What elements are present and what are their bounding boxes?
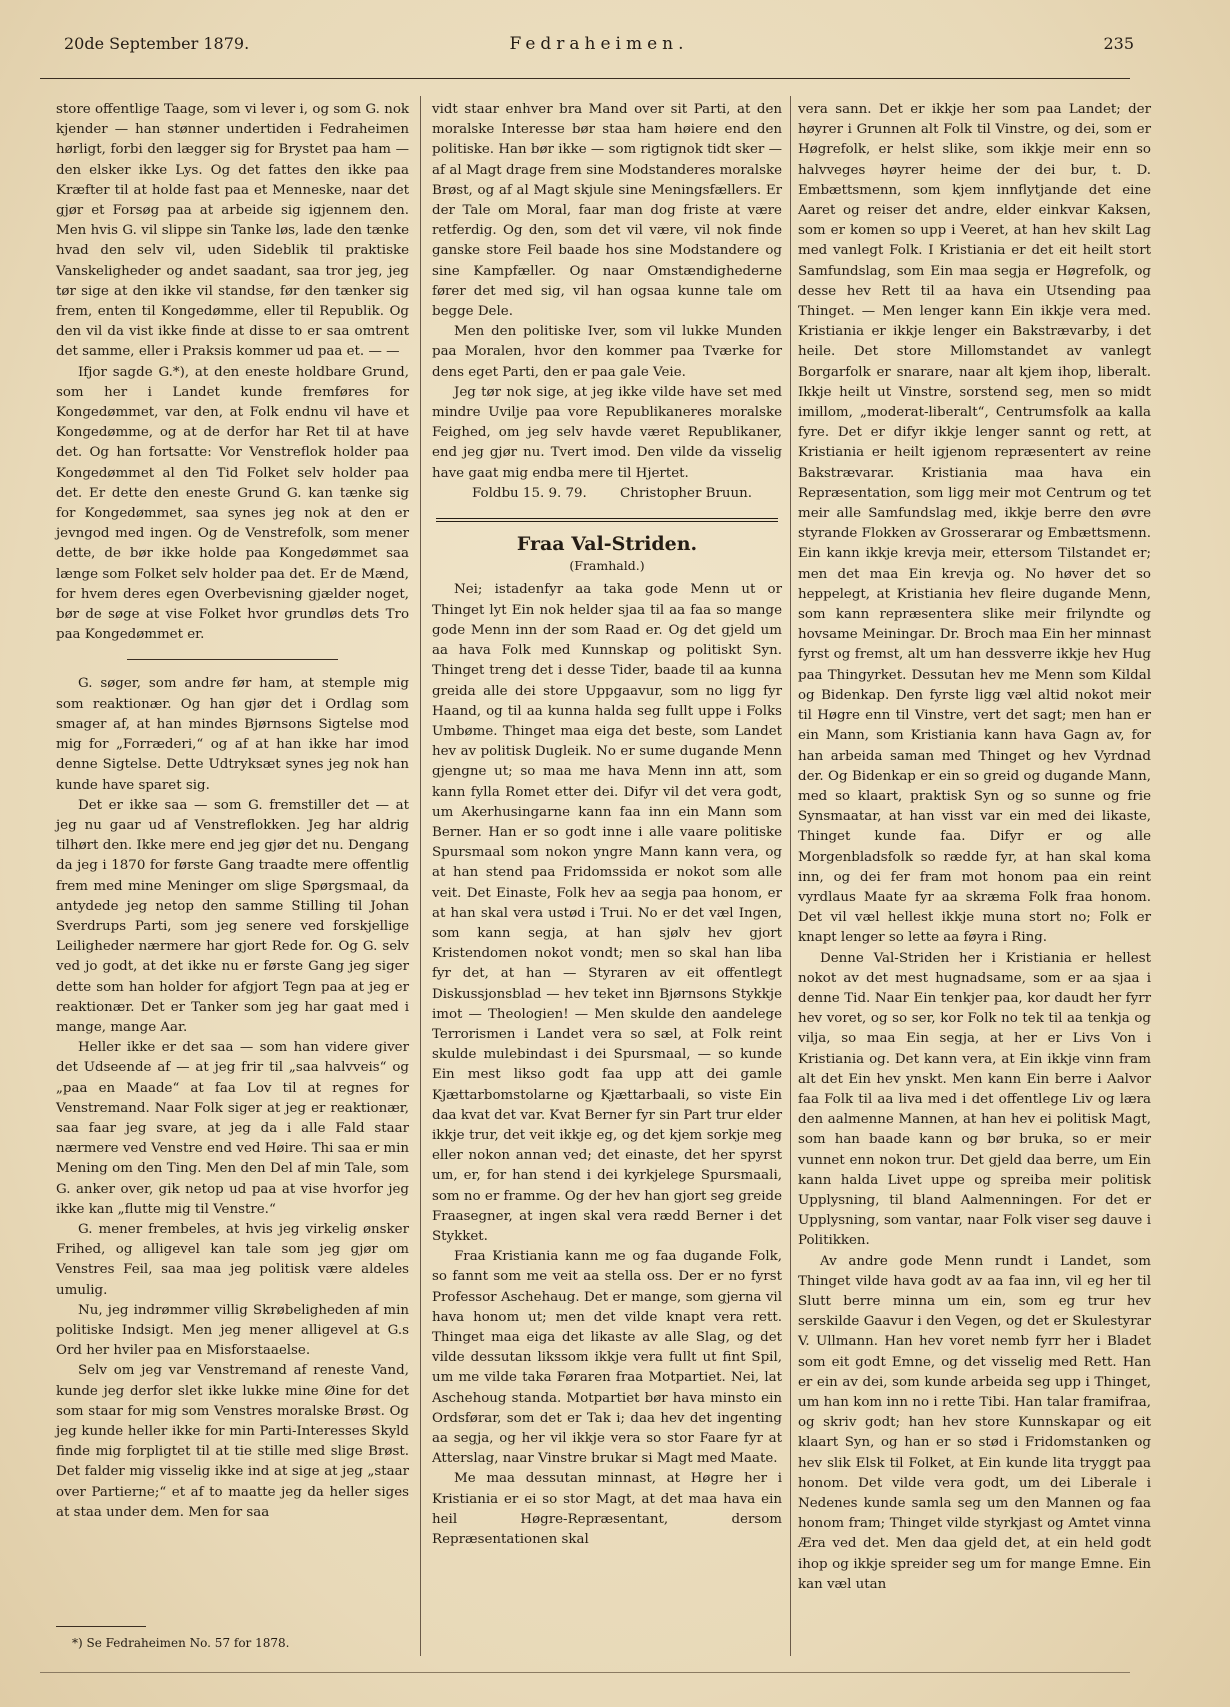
footnote: *) Se Fedraheimen No. 57 for 1878. [72, 1636, 290, 1650]
paragraph: Men den politiske Iver, som vil lukke Munden paa Moralen, hvor den kommer paa Tværke for dens eget Parti, den er paa gale Veie. [432, 324, 782, 380]
paragraph: Jeg tør nok sige, at jeg ikke vilde have set med mindre Uvilje paa vore Republikaneres moralske Feighed, om jeg selv havde været Republikaner, end jeg gjør nu. Tvert imod. Den vilde da visselig have gaat mig endba mere til Hjertet. [432, 384, 782, 481]
paragraph: store offentlige Taage, som vi lever i, og som G. nok kjender — han stønner undertiden i Fedraheimen hørligt, forbi den lægger sig for Brystet paa ham — den elsker ikke Lys. Og det fattes den ikke paa Kræfter til at holde fast paa et Menneske, naar det gjør et Forsøg paa at arbeide sig igjennem den. Men hvis G. vil slippe sin Tanke løs, lade den tænke hvad den selv vil, uden Sideblik til praktiske Vanskeligheder og andet saadant, saa tror jeg, jeg tør sige at den ikke vil standse, før den tænker sig frem, enten til Kongedømme, eller til Republik. Og den vil da vist ikke finde at disse to er saa omtrent det samme, eller i Praksis kommer ud paa et. — — [56, 102, 409, 360]
paragraph: Ifjor sagde G.*), at den eneste holdbare Grund, som her i Landet kunde fremføres for Kongedømmet, var den, at Folk endnu vil have et Kongedømme, og at de derfor har Ret til at have det. Og han fortsatte: Vor Venstreflok holder paa Kongedømmet al den Tid Folket selv holder paa det. Er dette den eneste Grund G. kan tænke sig for Kongedømmet, saa synes jeg nok at den er jevngod med ingen. Og de Venstrefolk, som mener dette, de bør ikke holde paa Kongedømmet saa længe som Folket selv holder paa det. Er de Mænd, for hvem deres egen Overbevisning gjælder noget, bør de søge at vise Folket hvor grundløs dets Tro paa Kongedømmet er. [56, 364, 409, 643]
paragraph: G. mener frembeles, at hvis jeg virkelig ønsker Frihed, og alligevel kan tale som jeg gjør om Venstres Feil, saa maa jeg politisk være aldeles umulig. [56, 1221, 409, 1298]
paragraph: Nei; istadenfyr aa taka gode Menn ut or Thinget lyt Ein nok helder sjaa til aa faa so mange gode Menn inn der som Raad er. Og det gjeld um aa hava Folk med Kunnskap og politiskt Syn. Thinget treng det i desse Tider, baade til aa kunna greida alle dei store Uppgaavur, som no ligg fyr Haand, og til aa kunna halda seg fullt uppe i Folks Umbøme. Thinget maa eiga det beste, som Landet hev av politisk Dugleik. No er sume dugande Menn gjengne ut; so maa me hava Menn inn att, som kann fylla Romet etter dei. Difyr vil det vera godt, um Akerhusingarne kann faa inn ein Mann som Berner. Han er so godt inne i alle vaare politiske Spursmaal som nokon yngre Mann kann vera, og at han stend paa Fridomssida er nokot som alle veit. Det Einaste, Folk hev aa segja paa honom, er at han skal vera ustød i Trui. No er det væl Ingen, som kann segja, at han sjølv hev gjort Kristendomen nokot vondt; men so skal han liba fyr det, at han — Styraren av eit offentlegt Diskussjonsblad — hev teket inn Bjørnsons Stykkje imot — Theologien! — Men skulde den aandelege Terrorismen i Landet vera so sæl, at Folk reint skulde mulebindast i dei Spursmaal, — so kunde Ein mest likso godt faa upp att dei gamle Kjættarbomstolarne og Kjættarbaali, so viste Ein daa kvat det var. Kvat Berner fyr sin Part trur elder ikkje trur, det veit ikkje eg, og det kjem sorkje meg eller nokon annan ved; det einaste, det her spyrst um, er, for han stend i dei kyrkjelege Spursmaali, som no er framme. Og der hev han gjort seg greide Fraasegner, at ingen skal vera rædd Berner i det Stykket. [432, 582, 782, 1244]
newspaper-title: Fedraheimen. [509, 34, 689, 54]
issue-date: 20de September 1879. [64, 34, 250, 53]
footnote-rule [56, 1626, 146, 1627]
paragraph: Fraa Kristiania kann me og faa dugande Folk, so fannt som me veit aa stella oss. Der er no fyrst Professor Aschehaug. Det er mange, som gjerna vil hava honom ut; men det vilde knapt vera rett. Thinget maa eiga det likaste av alle Slag, og det vilde dessutan likssom ikkje vera fullt ut fint Spil, um me vilde taka Føraren fraa Motpartiet. Nei, lat Aschehoug standa. Motpartiet bør hava minsto ein Ordsførar, som det er Tak i; daa hev det ingenting aa segja, og her vil ikkje vera so stor Faare fyr at Atterslag, naar Vinstre brukar si Magt med Maate. [432, 1249, 782, 1467]
article-subtitle: (Framhald.) [569, 558, 645, 574]
column-divider [420, 96, 421, 1656]
paragraph: Av andre gode Menn rundt i Landet, som Thinget vilde hava godt av aa faa inn, vil eg her til Slutt berre minna um ein, som eg trur hev serskilde Gaavur i den Vegen, og det er Skulestyrar V. Ullmann. Han hev voret nemb fyrr her i Bladet som eit godt Emne, og det visselig med Rett. Han er ein av dei, som kunde arbeida seg upp i Thinget, um han kom inn no i rette Tibi. Han talar framifraa, og skriv godt; han hev store Kunnskapar og eit klaart Syn, og han er so stød i Fridomstanken og hev slik Elsk til Folket, at Ein kunde lita tryggt paa honom. Det vilde vera godt, um dei Liberale i Nedenes kunde samla seg um den Mannen og faa honom fram; Thinget vilde styrkjast og Amtet vinna Æra ved det. Men daa gjeld det, at ein held godt ihop og ikkje spreider seg um for mange Emne. Ein kan væl utan [798, 1253, 1151, 1592]
paragraph: Det er ikke saa — som G. fremstiller det — at jeg nu gaar ud af Venstreflokken. Jeg har aldrig tilhørt den. Ikke mere end jeg gjør det nu. Dengang da jeg i 1870 for første Gang traadte mere offentlig frem med mine Meninger om slige Spørgsmaal, da antydede jeg netop den samme Stilling til Johan Sverdrups Parti, som jeg senere ved forskjellige Leiligheder nærmere har gjort Rede for. Og G. selv ved jo godt, at det ikke nu er første Gang jeg siger dette som han holder for afgjort Tegn paa at jeg er reaktionær. Det er Tanker som jeg har gaat med i mange, mange Aar. [56, 797, 409, 1035]
column-2 [432, 100, 782, 1550]
signature-name: Christopher Bruun. [619, 485, 752, 501]
article-title: Fraa Val-Striden. [516, 533, 698, 556]
section-separator [127, 659, 339, 660]
paragraph: G. søger, som andre før ham, at stemple mig som reaktionær. Og han gjør det i Ordlag som smager af, at han mindes Bjørnsons Sigtelse mod mig for „Forræderi,“ og af at han ikke har imod denne Sigtelse. Dette Udtryksæt synes jeg nok han kunde have sparet sig. [56, 676, 409, 793]
column-divider [790, 96, 791, 1656]
page-number: 235 [1103, 34, 1134, 53]
header-rule [40, 78, 1130, 79]
column-1 [56, 100, 409, 1523]
paragraph: vidt staar enhver bra Mand over sit Parti, at den moralske Interesse bør staa ham høiere end den politiske. Han bør ikke — som rigtignok tidt sker — af al Magt drage frem sine Modstanderes moralske Brøst, og af al Magt skjule sine Meningsfællers. Er der Tale om Moral, faar man dog friste at være retferdig. Og den, som det vil være, vil nok finde ganske store Feil baade hos sine Modstandere og sine Kampfæller. Og naar Omstændighederne fører det med sig, vil han ogsaa kunne tale om begge Dele. [432, 102, 782, 320]
paragraph: Nu, jeg indrømmer villig Skrøbeligheden af min politiske Indsigt. Men jeg mener alligevel at G.s Ord her hviler paa en Misforstaaelse. [56, 1302, 409, 1359]
paragraph: Denne Val-Striden her i Kristiania er hellest nokot av det mest hugnadsame, som er aa sjaa i denne Tid. Naar Ein tenkjer paa, kor daudt her fyrr hev voret, og so ser, kor Folk no tek til aa tenkja og vilja, so maa Ein segja, at her er Livs Von i Kristiania og. Det kann vera, at Ein ikkje vinn fram alt det Ein hev ynskt. Men kann Ein berre i Aalvor faa Folk til aa liva med i det offentlege Liv og læra den aalmenne Mannen, at han hev ei politisk Magt, som han baade kann og bør bruka, so er meir vunnet enn nokon trur. Det gjeld daa berre, um Ein kann halda Livet uppe og spreiba meir politisk Upplysning, til bland Aalmenningen. For det er Upplysning, som vantar, naar Folk viser seg dauve i Politikken. [798, 950, 1151, 1249]
paragraph: vera sann. Det er ikkje her som paa Landet; der høyrer i Grunnen alt Folk til Vinstre, og dei, som er Høgrefolk, er helst slike, som ikkje meir enn so halvveges høyrer heime der dei bur, t. D. Embættsmenn, som kjem innflytjande det eine Aaret og reiser det andre, elder einkvar Kaksen, som er komen so upp i Veeret, at han hev skilt Lag med vanlegt Folk. I Kristiania er det eit heilt stort Samfundslag, som Ein maa segja er Høgrefolk, og desse hev Rett til aa hava ein Utsending paa Thinget. — Men lenger kann Ein ikkje vera med. Kristiania er ikkje lenger ein Bakstrævarby, i det heile. Det store Millomstandet av vanlegt Borgarfolk er snarare, naar alt kjem ihop, liberalt. Ikkje heilt ut Vinstre, sorstend seg, men so midt imillom, „moderat-liberalt“, Centrumsfolk aa kalla fyre. Det er difyr ikkje lenger sannt og rett, at Kristiania er heilt igjenom repræsentert av reine Bakstrævarar. Kristiania maa hava ein Repræsentation, som ligg meir mot Centrum og tet meir alle Samfundslag med, ikkje berre den øvre styrande Flokken av Grosserarar og Embættsmenn. Ein kann ikkje krevja meir, ettersom Tilstandet er; men det maa Ein krevja og. No høver det so heppelegt, at Kristiania hev fleire dugande Menn, som kann repræsentera slike meir frilyndte og hovsame Meiningar. Dr. Broch maa Ein her minnast fyrst og fremst, alt um han dessverre ikkje hev Hug paa Thingyrket. Dessutan hev me Menn som Kildal og Bidenkap. Den fyrste ligg væl altid nokot meir til Høgre enn til Vinstre, vert det sagt; men han er ein Mann, som Kristiania kann hava Gagn av, for han arbeida saman med Thinget og hev Vyrdnad der. Og Bidenkap er ein so greid og dugande Mann, med so klaart, praktisk Syn og so sunne og frie Synsmaatar, at han visst var ein med dei likaste, Thinget kunde faa. Difyr er og alle Morgenbladsfolk so rædde fyr, at han skal koma inn, og dei fer fram mot honom paa ein reint vyrdlaus Maate fyr aa skræma Folk fraa honom. Det vil væl hellest ikkje muna stort no; Folk er knapt lenger so lette aa føyra i Ring. [798, 102, 1151, 946]
paragraph: Me maa dessutan minnast, at Høgre her i Kristiania er ei so stor Magt, at det maa hava ein heil Høgre-Repræsentant, dersom Repræsentationen skal [432, 1471, 782, 1548]
article-separator [436, 518, 778, 522]
column-3 [798, 100, 1151, 1595]
paragraph: Selv om jeg var Venstremand af reneste Vand, kunde jeg derfor slet ikke lukke mine Øine for det som staar for mig som Venstres moralske Brøst. Og jeg kunde heller ikke for min Parti-Interesses Skyld finde mig forpligtet til at tie stille med slige Brøst. Det falder mig visselig ikke ind at sige at jeg „staar over Partierne;“ et af to maatte jeg da heller siges at staa under dem. Men for saa [56, 1363, 409, 1520]
paragraph: Heller ikke er det saa — som han videre giver det Udseende af — at jeg frir til „saa halvveis“ og „paa en Maade“ at faa Lov til at regnes for Venstremand. Naar Folk siger at jeg er reaktionær, saa faar jeg svare, at jeg da i alle Fald staar nærmere ved Venstre end ved Høire. Thi saa er min Mening om den Ting. Men den Del af min Tale, som G. anker over, gik netop ud paa at vise hvorfor jeg ikke kan „flutte mig til Venstre.“ [56, 1040, 409, 1217]
signature-date: Foldbu 15. 9. 79. [472, 485, 587, 501]
bottom-rule [40, 1672, 1130, 1673]
page-header [64, 34, 1134, 62]
